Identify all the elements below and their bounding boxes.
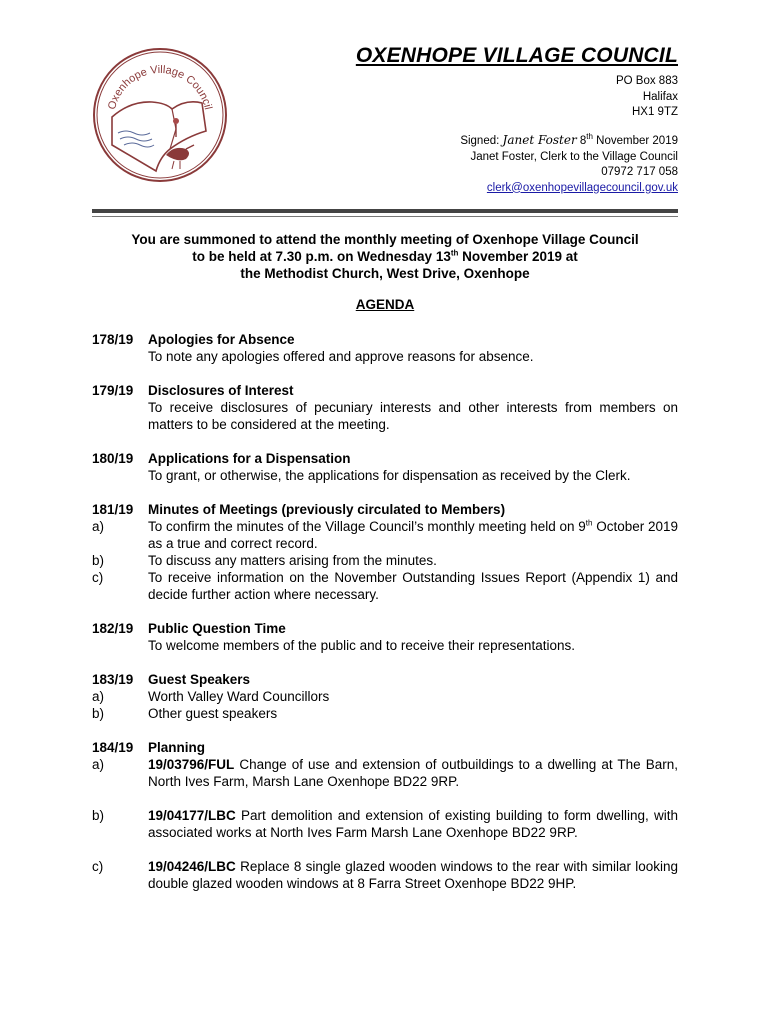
planning-application [92, 756, 678, 790]
application-description: Replace 8 single glazed wooden windows to the rear with similar looking double glazed wooden windows at 8 Farra Street Oxenhope BD22 9HP. [148, 859, 678, 891]
sub-item-text: To receive information on the November Outstanding Issues Report (Appendix 1) and decide further action where necessary. [148, 570, 678, 602]
address-line: Halifax [642, 90, 678, 103]
sub-item-label: a) [92, 519, 105, 534]
item-title: Minutes of Meetings (previously circulated to Members) [148, 502, 506, 517]
sub-item-label: b) [92, 808, 105, 823]
item-text: To grant, or otherwise, the applications for dispensation as received by the Clerk. [148, 468, 631, 483]
signed-line [460, 133, 678, 150]
item-title: Public Question Time [148, 621, 286, 636]
agenda-item [92, 501, 678, 603]
header-divider-thin [92, 216, 678, 217]
summons-date-post: November 2019 at [462, 249, 578, 264]
summons-date-sup: th [450, 248, 459, 258]
application-reference: 19/04177/LBC [148, 808, 236, 823]
sub-item-label: b) [92, 553, 105, 568]
council-logo [90, 45, 230, 185]
agenda-list [92, 331, 678, 909]
application-description: Change of use and extension of outbuildings to a dwelling at The Barn, North Ives Farm, Marsh Lane Oxenhope BD22 9RP. [148, 757, 678, 789]
signature: Janet Foster [502, 133, 577, 147]
address-line: PO Box 883 [615, 75, 678, 87]
item-number: 179/19 [92, 383, 134, 398]
sub-item-label: c) [92, 859, 104, 874]
item-title: Applications for a Dispensation [148, 451, 351, 466]
item-number: 182/19 [92, 621, 134, 636]
sub-item [92, 552, 678, 569]
sub-item [92, 688, 678, 705]
svg-text:Oxenhope Village Council [106, 64, 214, 111]
sub-item [92, 705, 678, 722]
sub-item-text [148, 756, 678, 790]
phone-number: 07972 717 058 [601, 166, 678, 178]
item-number: 178/19 [92, 332, 134, 347]
sub-item-text [148, 518, 678, 552]
item-number: 181/19 [92, 502, 134, 517]
clerk-line: Janet Foster, Clerk to the Village Council [470, 150, 678, 163]
summons-notice [80, 231, 690, 282]
summons-line [80, 248, 690, 265]
sub-item-text-post: October 2019 as a true and correct record. [148, 519, 678, 551]
header-divider [92, 209, 678, 213]
signature-block [460, 133, 678, 196]
item-number: 180/19 [92, 451, 134, 466]
logo-text: Oxenhope Village Council [106, 63, 214, 112]
sub-item-label: c) [92, 570, 104, 585]
item-text: To receive disclosures of pecuniary interests and other interests from members on matters to be considered at the meeting. [148, 400, 678, 432]
summons-date-pre: to be held at 7.30 p.m. on Wednesday 13 [192, 249, 451, 264]
application-reference: 19/04246/LBC [148, 859, 236, 874]
sub-item [92, 518, 678, 552]
sub-item-text: Worth Valley Ward Councillors [148, 689, 330, 704]
item-text: To note any apologies offered and approve reasons for absence. [148, 349, 534, 364]
item-title: Apologies for Absence [148, 332, 295, 347]
sub-item-text [148, 858, 678, 892]
application-reference: 19/03796/FUL [148, 757, 235, 772]
email-link[interactable]: clerk@oxenhopevillagecouncil.gov.uk [486, 181, 678, 194]
council-name: OXENHOPE VILLAGE COUNCIL [355, 44, 678, 67]
signed-label: Signed: [460, 135, 500, 147]
agenda-item [92, 331, 678, 365]
sub-item-sup: th [585, 518, 593, 528]
agenda-item [92, 382, 678, 433]
postal-address [616, 74, 678, 121]
item-number: 184/19 [92, 740, 134, 755]
sub-item-text [148, 807, 678, 841]
planning-application [92, 807, 678, 841]
sub-item-label: a) [92, 689, 105, 704]
item-title: Guest Speakers [148, 672, 251, 687]
application-description: Part demolition and extension of existing building to form dwelling, with associated works at North Ives Farm Marsh Lane Oxenhope BD22 9RP. [148, 808, 678, 840]
address-line: HX1 9TZ [631, 106, 678, 118]
agenda-item [92, 620, 678, 654]
item-number: 183/19 [92, 672, 134, 687]
item-text: To welcome members of the public and to receive their representations. [148, 638, 575, 653]
sub-item-text: To discuss any matters arising from the minutes. [148, 553, 437, 568]
agenda-item [92, 450, 678, 484]
signed-day-suffix: th [586, 132, 593, 142]
agenda-item [92, 671, 678, 722]
sub-item-label: b) [92, 706, 105, 721]
sub-item-text-pre: To confirm the minutes of the Village Council’s monthly meeting held on 9 [148, 519, 586, 534]
agenda-heading: AGENDA [355, 297, 415, 312]
agenda-item [92, 739, 678, 892]
item-title: Planning [148, 740, 205, 755]
sub-item-text: Other guest speakers [148, 706, 278, 721]
sub-item [92, 569, 678, 603]
planning-application [92, 858, 678, 892]
summons-line: You are summoned to attend the monthly meeting of Oxenhope Village Council [131, 232, 639, 247]
item-title: Disclosures of Interest [148, 383, 294, 398]
signed-date: November 2019 [596, 135, 678, 147]
signed-day: 8 [579, 135, 587, 147]
summons-line: the Methodist Church, West Drive, Oxenhope [240, 266, 530, 281]
sub-item-label: a) [92, 757, 105, 772]
